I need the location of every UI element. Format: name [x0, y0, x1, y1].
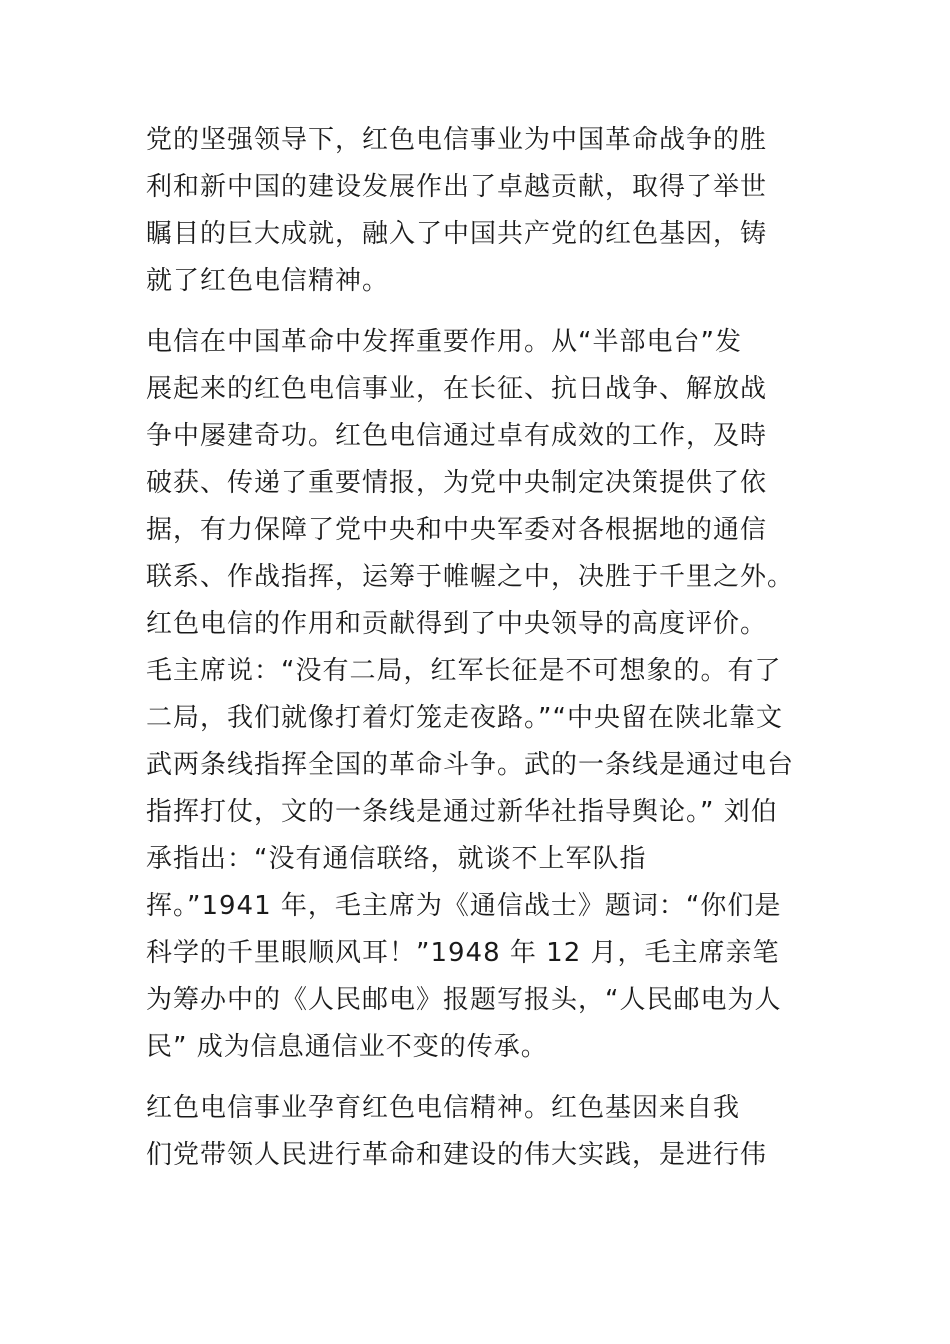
text-line: 民” 成为信息通信业不变的传承。 — [146, 1032, 548, 1062]
document-body — [146, 117, 820, 1179]
text-line: 瞩目的巨大成就，融入了中国共产党的红色基因，铸 — [146, 219, 768, 249]
text-line: 展起来的红色电信事业，在长征、抗日战争、解放战 — [146, 374, 768, 404]
paragraph-2 — [146, 319, 820, 1071]
text-line: 据，有力保障了党中央和中央军委对各根据地的通信 — [146, 515, 768, 545]
text-line: 们党带领人民进行革命和建设的伟大实践，是进行伟 — [146, 1140, 768, 1170]
text-line: 破获、传递了重要情报，为党中央制定决策提供了依 — [146, 468, 768, 498]
paragraph-spacer — [146, 1071, 820, 1085]
text-line: 毛主席说：“没有二局，红军长征是不可想象的。有了 — [146, 656, 782, 686]
text-line: 争中屡建奇功。红色电信通过卓有成效的工作，及時 — [146, 421, 768, 451]
text-line: 武两条线指挥全国的革命斗争。武的一条线是通过电台 — [146, 750, 795, 780]
text-line: 科学的千里眼顺风耳！”1948 年 12 月，毛主席亲笔 — [146, 938, 780, 968]
text-line: 电信在中国革命中发挥重要作用。从“半部电台”发 — [146, 327, 742, 357]
text-line: 利和新中国的建设发展作出了卓越贡献，取得了举世 — [146, 172, 768, 202]
text-line: 红色电信事业孕育红色电信精神。红色基因来自我 — [146, 1093, 741, 1123]
text-line: 承指出：“没有通信联络，就谈不上军队指 — [146, 844, 647, 874]
text-line: 指挥打仗，文的一条线是通过新华社指导舆论。” 刘伯 — [146, 797, 778, 827]
text-line: 为筹办中的《人民邮电》报题写报头，“人民邮电为人 — [146, 985, 782, 1015]
text-line: 挥。”1941 年，毛主席为《通信战士》题词：“你们是 — [146, 891, 782, 921]
text-line: 红色电信的作用和贡献得到了中央领导的高度评价。 — [146, 609, 768, 639]
paragraph-1 — [146, 117, 820, 305]
text-line: 联系、作战指挥，运筹于帷幄之中，决胜于千里之外。 — [146, 562, 795, 592]
paragraph-spacer — [146, 305, 820, 319]
text-line: 党的坚强领导下，红色电信事业为中国革命战争的胜 — [146, 125, 768, 155]
paragraph-3 — [146, 1085, 820, 1179]
text-line: 就了红色电信精神。 — [146, 266, 390, 296]
text-line: 二局，我们就像打着灯笼走夜路。”“中央留在陕北靠文 — [146, 703, 783, 733]
